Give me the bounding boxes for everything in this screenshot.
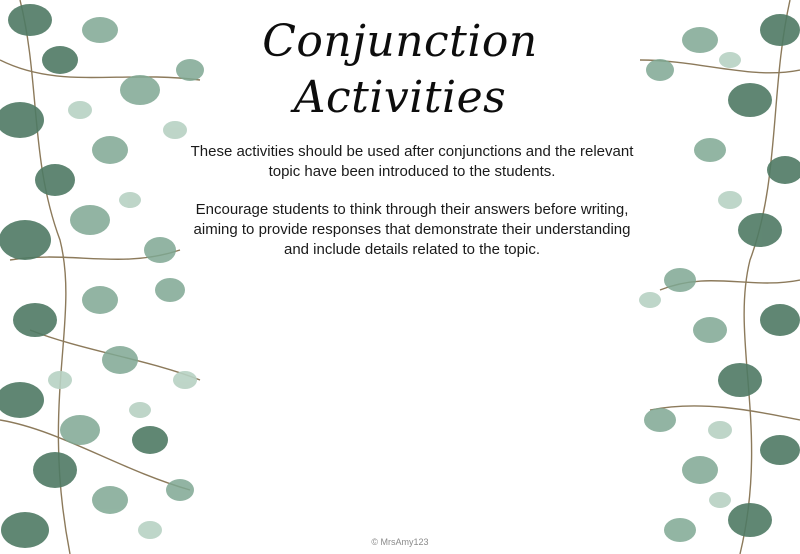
instructions [180, 142, 644, 278]
title-line-2: Activities [293, 72, 507, 123]
instructions-paragraph-2: Encourage students to think through their answers before writing, aiming to provide responses that demonstrate their understanding and include details related to the topic. [193, 201, 631, 258]
title-line-1: Conjunction [262, 16, 538, 67]
copyright-notice: © MrsAmy123 [371, 537, 429, 547]
page-title [200, 14, 600, 126]
instructions-paragraph-1: These activities should be used after conjunctions and the relevant topic have been introduced to the students. [190, 143, 634, 180]
eucalyptus-right-border [620, 0, 800, 554]
